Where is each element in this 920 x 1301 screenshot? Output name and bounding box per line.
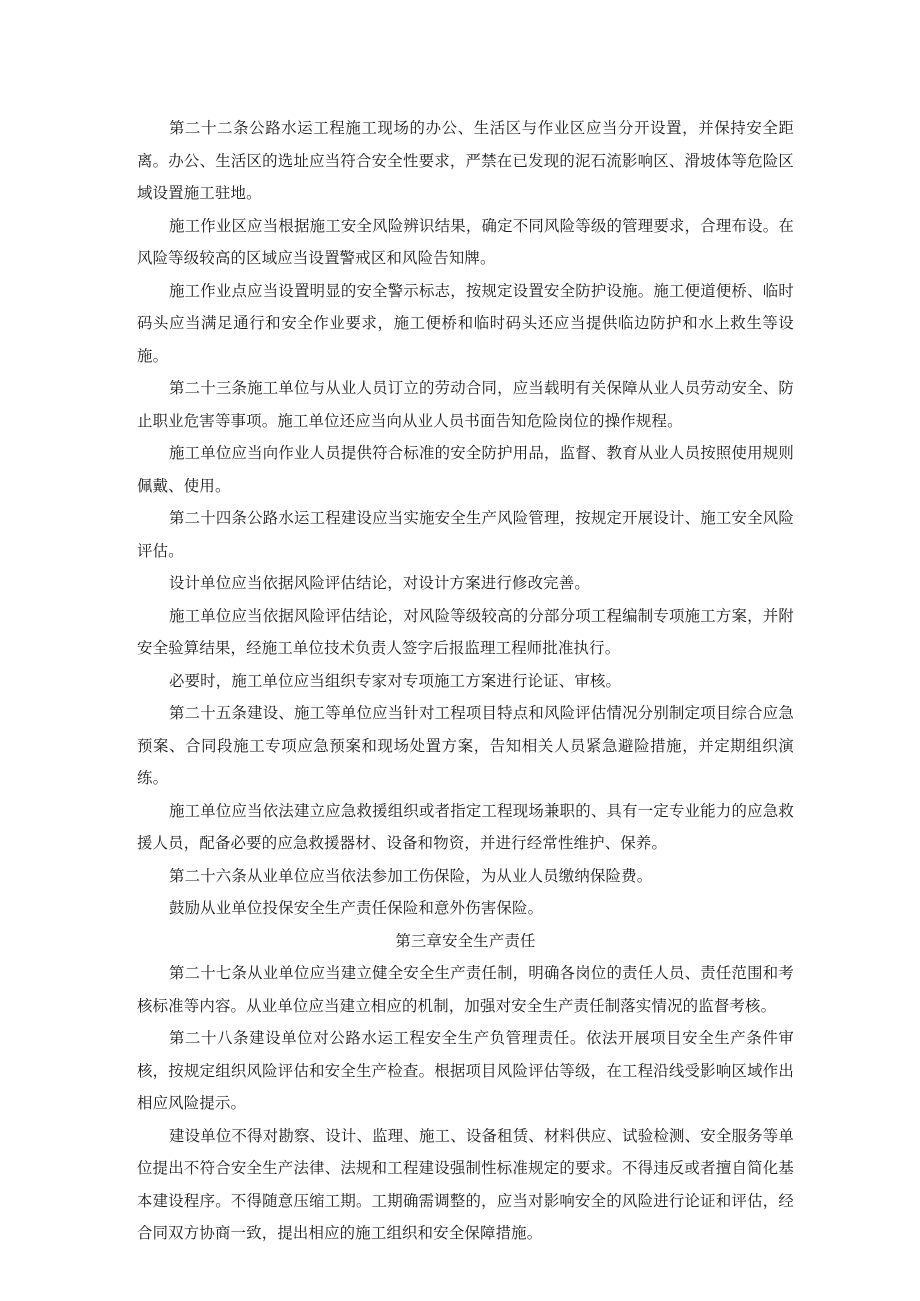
article-24-paragraph: 第二十四条公路水运工程建设应当实施安全生产风险管理，按规定开展设计、施工安全风险评估。 (137, 509, 794, 560)
work-zone-paragraph: 施工作业区应当根据施工安全风险辨识结果，确定不同风险等级的管理要求，合理布设。在风险等级较高的区域应当设置警戒区和风险告知牌。 (137, 216, 794, 267)
article-25-paragraph: 第二十五条建设、施工等单位应当针对工程项目特点和风险评估情况分别制定项目综合应急预案、合同段施工专项应急预案和现场处置方案，告知相关人员紧急避险措施，并定期组织演练。 (137, 704, 794, 787)
construction-plan-paragraph: 施工单位应当依据风险评估结论，对风险等级较高的分部分项工程编制专项施工方案，并附安全验算结果，经施工单位技术负责人签字后报监理工程师批准执行。 (137, 606, 794, 657)
article-23-paragraph: 第二十三条施工单位与从业人员订立的劳动合同，应当载明有关保障从业人员劳动安全、防止职业危害等事项。施工单位还应当向从业人员书面告知危险岗位的操作规程。 (137, 379, 794, 430)
article-22-paragraph: 第二十二条公路水运工程施工现场的办公、生活区与作业区应当分开设置，并保持安全距离。办公、生活区的选址应当符合安全性要求，严禁在已发现的泥石流影响区、滑坡体等危险区域设置施工驻地。 (137, 119, 794, 202)
article-27-paragraph: 第二十七条从业单位应当建立健全安全生产责任制，明确各岗位的责任人员、责任范围和考核标准等内容。从业单位应当建立相应的机制，加强对安全生产责任制落实情况的监督考核。 (137, 964, 794, 1015)
article-28-paragraph: 第二十八条建设单位对公路水运工程安全生产负管理责任。依法开展项目安全生产条件审核，按规定组织风险评估和安全生产检查。根据项目风险评估等级，在工程沿线受影响区域作出相应风险提示。 (137, 1029, 794, 1112)
article-26-paragraph: 第二十六条从业单位应当依法参加工伤保险，为从业人员缴纳保险费。 (169, 866, 653, 885)
document-page (137, 112, 794, 1250)
construction-owner-paragraph: 建设单位不得对勘察、设计、监理、施工、设备租赁、材料供应、试验检测、安全服务等单位提出不符合安全生产法律、法规和工程建设强制性标准规定的要求。不得违反或者擅自简化基本建设程序。不得随意压缩工期。工期确需调整的，应当对影响安全的风险进行论证和评估，经合同双方协商一致，提出相应的施工组织和安全保障措施。 (137, 1126, 794, 1242)
work-point-paragraph: 施工作业点应当设置明显的安全警示标志，按规定设置安全防护设施。施工便道便桥、临时码头应当满足通行和安全作业要求，施工便桥和临时码头还应当提供临边防护和水上救生等设施。 (137, 281, 794, 365)
chapter-heading: 第三章安全生产责任 (395, 931, 536, 950)
design-unit-paragraph: 设计单位应当依据风险评估结论，对设计方案进行修改完善。 (169, 574, 590, 592)
protective-equipment-paragraph: 施工单位应当向作业人员提供符合标准的安全防护用品，监督、教育从业人员按照使用规则佩戴、使用。 (137, 444, 794, 495)
expert-review-paragraph: 必要时，施工单位应当组织专家对专项施工方案进行论证、审核。 (169, 671, 622, 690)
insurance-paragraph: 鼓励从业单位投保安全生产责任保险和意外伤害保险。 (169, 899, 544, 917)
emergency-rescue-paragraph: 施工单位应当依法建立应急救援组织或者指定工程现场兼职的、具有一定专业能力的应急救援人员，配备必要的应急救援器材、设备和物资，并进行经常性维护、保养。 (137, 801, 794, 852)
